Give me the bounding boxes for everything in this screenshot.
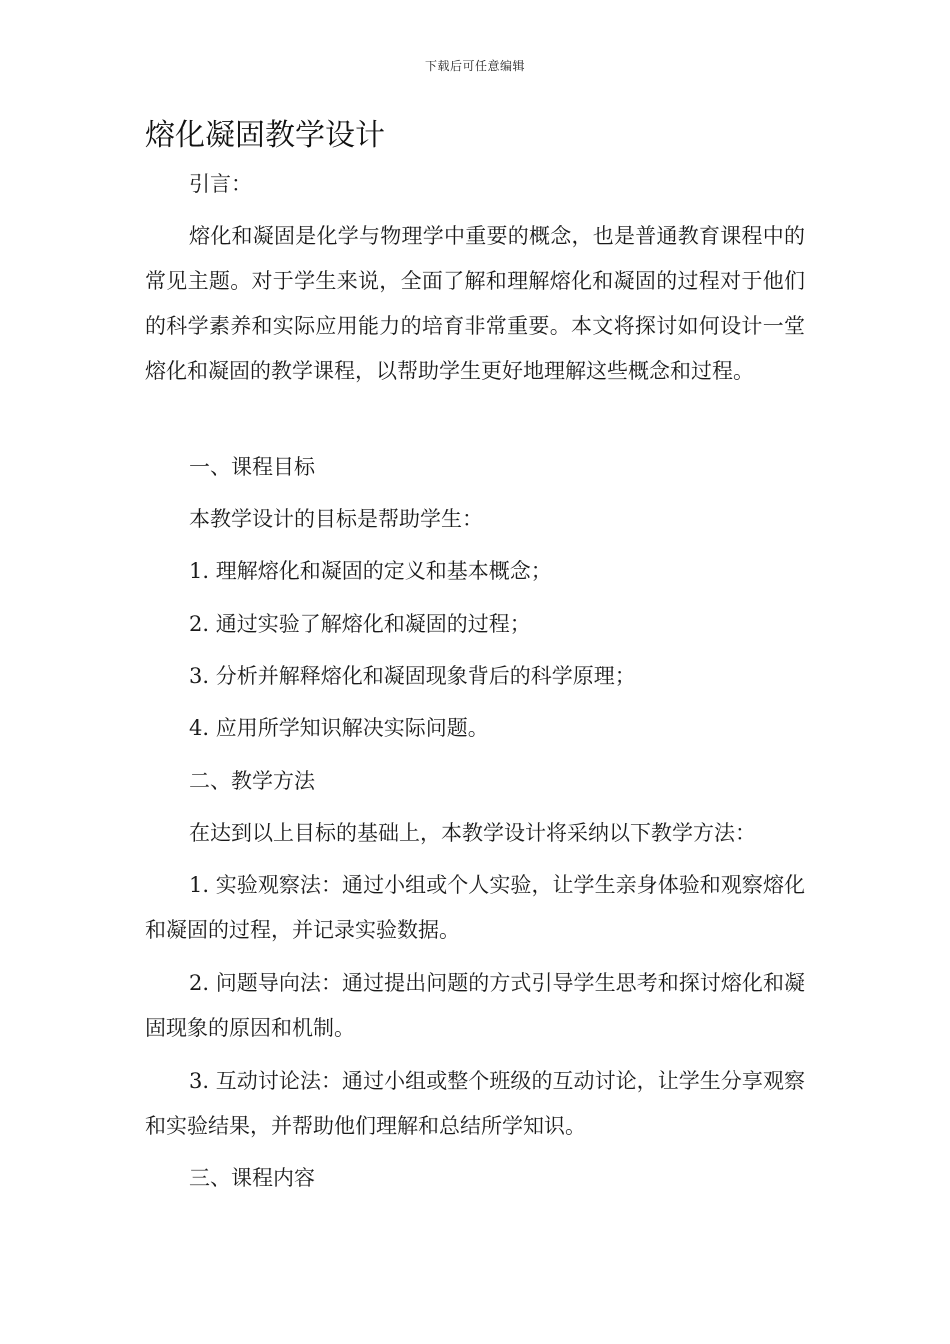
method-item-3: 3. 互动讨论法：通过小组或整个班级的互动讨论，让学生分享观察和实验结果，并帮助他们理解和总结所学知识。 xyxy=(145,1069,805,1138)
goals-intro: 本教学设计的目标是帮助学生： xyxy=(189,507,483,531)
section-heading-content: 三、课程内容 xyxy=(189,1166,315,1190)
method-item-2: 2. 问题导向法：通过提出问题的方式引导学生思考和探讨熔化和凝固现象的原因和机制。 xyxy=(145,971,805,1040)
goal-item-2: 2. 通过实验了解熔化和凝固的过程； xyxy=(189,612,531,636)
intro-paragraph: 熔化和凝固是化学与物理学中重要的概念，也是普通教育课程中的常见主题。对于学生来说，全面了解和理解熔化和凝固的过程对于他们的科学素养和实际应用能力的培育非常重要。本文将探讨如何设计一堂熔化和凝固的教学课程，以帮助学生更好地理解这些概念和过程。 xyxy=(145,224,805,383)
goal-item-3: 3. 分析并解释熔化和凝固现象背后的科学原理； xyxy=(189,664,636,688)
section-heading-goals: 一、课程目标 xyxy=(189,455,315,479)
method-item-1: 1. 实验观察法：通过小组或个人实验，让学生亲身体验和观察熔化和凝固的过程，并记录实验数据。 xyxy=(145,873,805,942)
document-title: 熔化凝固教学设计 xyxy=(145,118,385,153)
methods-intro: 在达到以上目标的基础上，本教学设计将采纳以下教学方法： xyxy=(189,821,756,845)
goal-item-4: 4. 应用所学知识解决实际问题。 xyxy=(189,716,489,740)
goal-item-1: 1. 理解熔化和凝固的定义和基本概念； xyxy=(189,559,552,583)
intro-label: 引言： xyxy=(189,172,252,196)
section-heading-methods: 二、教学方法 xyxy=(189,769,315,793)
page-header-note: 下载后可任意编辑 xyxy=(424,59,525,73)
